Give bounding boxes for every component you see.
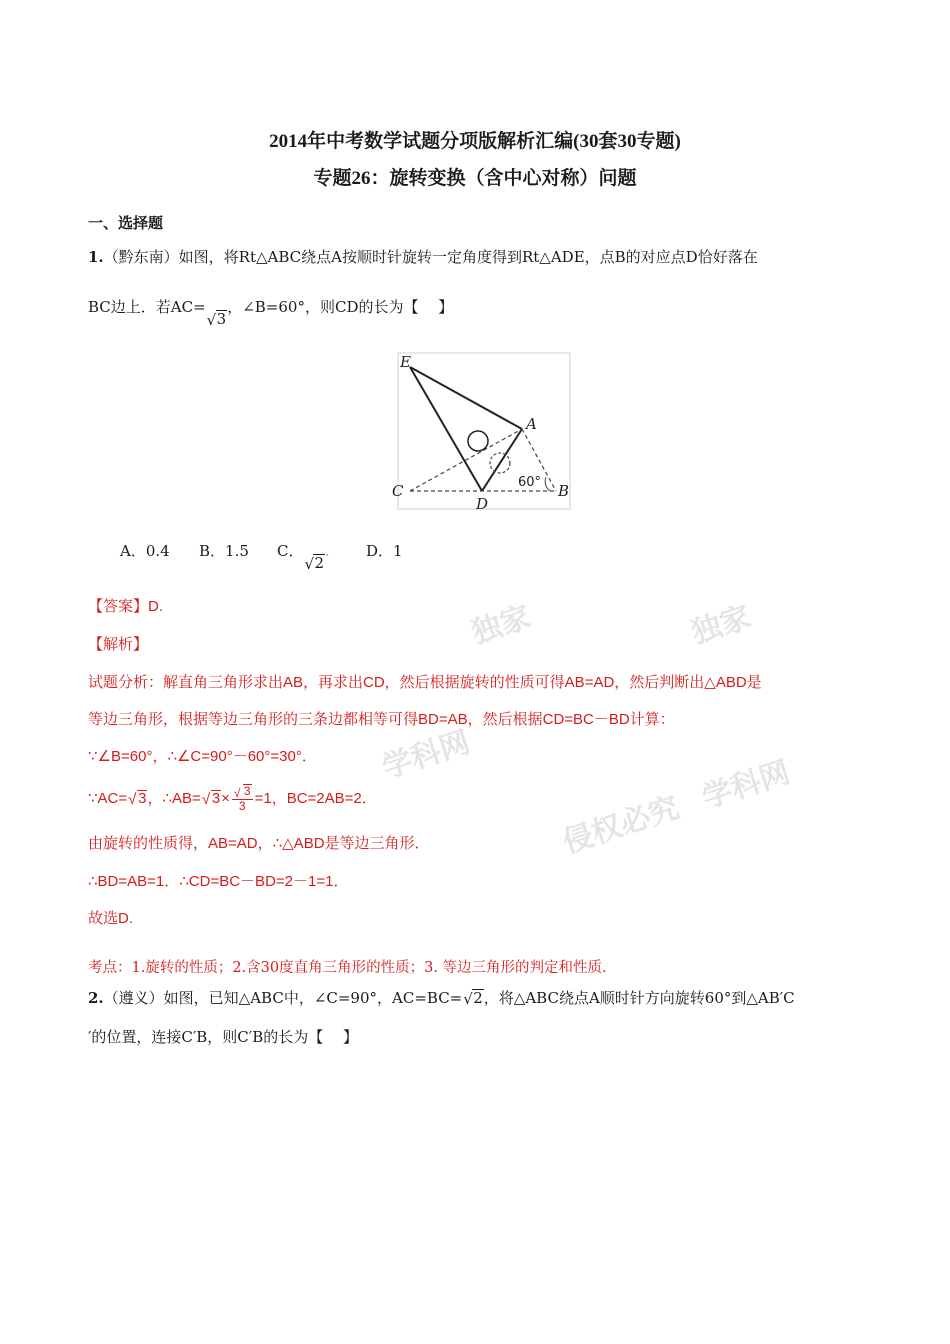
watermark: 独家 <box>467 599 536 652</box>
label-C: C <box>392 482 404 500</box>
question-text: （黔东南）如图，将Rt△ABC绕点A按顺时针旋转一定角度得到Rt△ADE，点B的对应点D恰好落在 <box>103 248 758 266</box>
sqrt-expression: √ 3 <box>201 789 221 809</box>
label-A: A <box>526 415 537 433</box>
fraction: √ 3 3 <box>233 784 251 813</box>
sqrt-expression: √ 2 <box>304 554 325 573</box>
sqrt-expression: √ 3 <box>206 310 227 329</box>
analysis-line-5: 由旋转的性质得，AB=AD，∴△ABD是等边三角形． <box>88 835 430 852</box>
label-D: D <box>476 495 489 513</box>
question-text: ，∠B=60°，则CD的长为【 】 <box>227 298 454 316</box>
question-1-line-2 <box>88 296 454 329</box>
document-title: 2014年中考数学试题分项版解析汇编(30套30专题) <box>269 131 681 152</box>
question-1-line-1 <box>88 246 758 267</box>
segment-ED <box>410 367 482 491</box>
option-d: D．1 <box>366 542 403 560</box>
sqrt-expression: √ 2 <box>463 989 483 1008</box>
question-2-line-1 <box>88 987 795 1008</box>
analysis-line-7: 故选D. <box>88 910 134 927</box>
question-text: ，将△ABC绕点A顺时针方向旋转60°到△AB′C <box>483 989 795 1007</box>
analysis-line-3: ∵∠B=60°，∴∠C=90°－60°=30°． <box>88 748 317 765</box>
question-number: 1. <box>88 248 104 266</box>
document-subtitle: 专题26：旋转变换（含中心对称）问题 <box>313 168 637 189</box>
answer-label: 【答案】D. <box>88 598 164 615</box>
watermark: 学科网 <box>697 754 795 816</box>
angle-label: 60° <box>518 475 542 490</box>
circle-mark <box>468 431 488 451</box>
section-heading: 一、选择题 <box>88 214 164 232</box>
analysis-line-1: 试题分析：解直角三角形求出AB，再求出CD，然后根据旋转的性质可得AB=AD，然后判断出△ABD是 <box>88 674 762 691</box>
analysis-line-4: ∵AC= √ 3，∴AB= √ 3× √ 3 3 =1，BC=2AB=2． <box>88 784 377 813</box>
watermark: 独家 <box>687 599 756 652</box>
analysis-line-6: ∴BD=AB=1．∴CD=BC－BD=2－1=1． <box>88 873 349 890</box>
sqrt-expression: √ 3 <box>128 789 147 809</box>
segment-CA <box>410 429 522 491</box>
label-B: B <box>558 482 570 500</box>
option-b: B．1.5 <box>199 542 249 560</box>
question-number: 2. <box>88 989 104 1007</box>
option-c: C． √ 2. <box>277 542 330 573</box>
watermark: 学科网 <box>377 724 475 786</box>
label-E: E <box>400 353 411 371</box>
question-text: （遵义）如图，已知△ABC中，∠C=90°，AC=BC= <box>103 989 463 1007</box>
question-text: BC边上．若AC= <box>88 298 206 316</box>
key-points: 考点：1.旋转的性质；2.含30度直角三角形的性质；3. 等边三角形的判定和性质． <box>88 960 617 976</box>
analysis-line-2: 等边三角形，根据等边三角形的三条边都相等可得BD=AB，然后根据CD=BC－BD计算： <box>88 711 675 728</box>
geometry-figure <box>380 345 580 515</box>
watermark: 侵权必究 <box>558 790 684 861</box>
segment-EA <box>410 367 522 429</box>
option-a: A．0.4 <box>120 542 170 560</box>
analysis-label: 【解析】 <box>88 636 149 653</box>
question-2-line-2: ′的位置，连接C′B，则C′B的长为【 】 <box>88 1028 358 1046</box>
